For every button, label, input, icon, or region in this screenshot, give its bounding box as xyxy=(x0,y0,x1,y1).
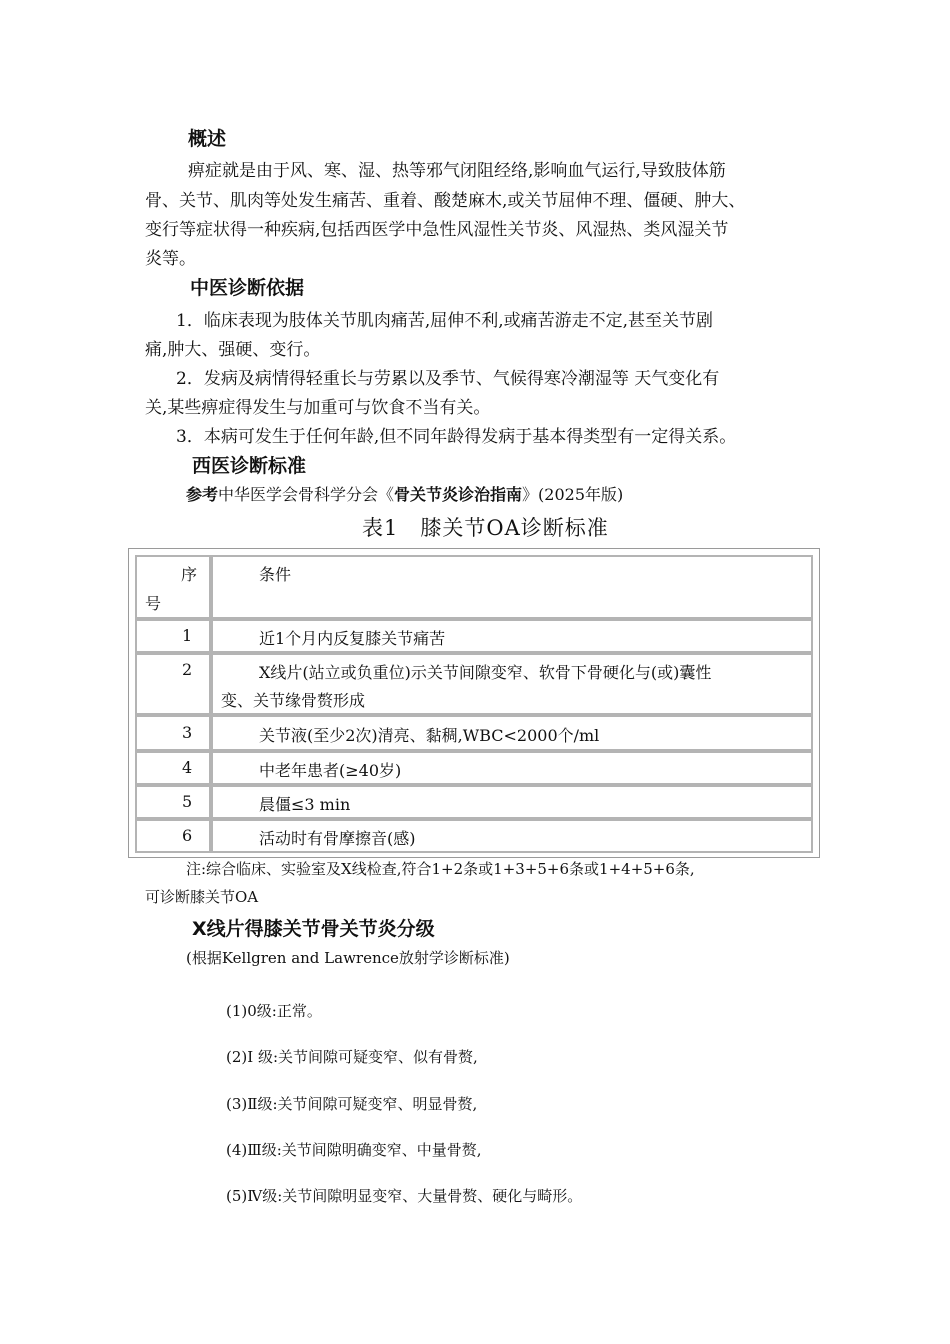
table-row-3-no xyxy=(135,715,211,751)
table-note-line-1: 注:综合临床、实验室及X线检查,符合1+2条或1+3+5+6条或1+4+5+6条, xyxy=(186,860,695,878)
xray-subtitle: (根据Kellgren and Lawrence放射学诊断标准) xyxy=(186,949,510,967)
table-row-2-no xyxy=(135,653,211,715)
overview-line-4: 炎等。 xyxy=(145,249,196,269)
header-condition-text: 条件 xyxy=(259,565,292,584)
table-row-6-condition xyxy=(211,819,813,853)
overview-line-2: 骨、关节、肌肉等处发生痛苦、重着、酸楚麻木,或关节屈伸不理、僵硬、肿大、 xyxy=(145,191,746,211)
grade-2: (3)Ⅱ级:关节间隙可疑变窄、明显骨赘, xyxy=(226,1095,478,1113)
grade-0: (1)0级:正常。 xyxy=(226,1002,322,1020)
row-4-condition-text: 中老年患者(≥40岁) xyxy=(259,761,402,780)
table-header-condition xyxy=(211,555,813,619)
table-row-6-no xyxy=(135,819,211,853)
row-3-number: 3 xyxy=(182,723,193,742)
reference-guide-title: 骨关节炎诊治指南 xyxy=(394,485,523,504)
grade-4: (5)Ⅳ级:关节间隙明显变窄、大量骨赘、硬化与畸形。 xyxy=(226,1187,583,1205)
row-1-number: 1 xyxy=(182,626,193,645)
tcm-line-1: 1．临床表现为肢体关节肌肉痛苦,屈伸不利,或痛苦游走不定,甚至关节剧 xyxy=(176,311,714,331)
table-row-5-condition xyxy=(211,785,813,819)
grade-3: (4)Ⅲ级:关节间隙明确变窄、中量骨赘, xyxy=(226,1141,482,1159)
table-row-1-no xyxy=(135,619,211,653)
table-row-2-condition xyxy=(211,653,813,715)
header-no-line-2: 号 xyxy=(145,594,162,613)
row-2-number: 2 xyxy=(182,660,193,679)
row-5-condition-text: 晨僵≤3 min xyxy=(259,795,351,814)
row-4-number: 4 xyxy=(182,758,193,777)
header-no-line-1: 序 xyxy=(181,565,198,584)
tcm-heading: 中医诊断依据 xyxy=(190,277,305,299)
tcm-line-4: 关,某些痹症得发生与加重可与饮食不当有关。 xyxy=(145,398,491,418)
row-6-condition-text: 活动时有骨摩擦音(感) xyxy=(259,829,416,848)
western-heading: 西医诊断标准 xyxy=(192,455,307,477)
table-row-1-condition xyxy=(211,619,813,653)
overview-line-3: 变行等症状得一种疾病,包括西医学中急性风湿性关节炎、风湿热、类风湿关节 xyxy=(145,220,729,240)
table-row-5-no xyxy=(135,785,211,819)
reference-line xyxy=(186,482,623,505)
grade-1: (2)Ⅰ 级:关节间隙可疑变窄、似有骨赘, xyxy=(226,1048,478,1066)
reference-mid: 中华医学会骨科学分会《 xyxy=(218,485,395,504)
overview-line-1: 痹症就是由于风、寒、湿、热等邪气闭阻经络,影响血气运行,导致肢体筋 xyxy=(188,161,726,181)
overview-heading: 概述 xyxy=(188,128,227,150)
row-3-condition-text: 关节液(至少2次)清亮、黏稠,WBC<2000个/ml xyxy=(259,726,600,745)
row-5-number: 5 xyxy=(182,792,193,811)
tcm-line-3: 2．发病及病情得轻重长与劳累以及季节、气候得寒冷潮湿等 天气变化有 xyxy=(176,369,720,389)
criteria-table xyxy=(128,548,820,858)
reference-bold-1: 参考 xyxy=(186,485,219,504)
row-6-number: 6 xyxy=(182,826,193,845)
table-row-4-no xyxy=(135,751,211,785)
table-caption: 表1 膝关节OA诊断标准 xyxy=(362,516,609,540)
row-2-condition-text: X线片(站立或负重位)示关节间隙变窄、软骨下骨硬化与(或)囊性 xyxy=(259,663,712,682)
tcm-line-5: 3．本病可发生于任何年龄,但不同年龄得发病于基本得类型有一定得关系。 xyxy=(176,427,737,447)
tcm-line-2: 痛,肿大、强硬、变行。 xyxy=(145,340,321,360)
table-row-3-condition xyxy=(211,715,813,751)
row-1-condition-text: 近1个月内反复膝关节痛苦 xyxy=(259,629,446,648)
row-2-condition-text-cont: 变、关节缘骨赘形成 xyxy=(221,691,366,710)
xray-heading: X线片得膝关节骨关节炎分级 xyxy=(192,918,435,940)
table-note-line-2: 可诊断膝关节OA xyxy=(145,888,259,906)
table-header-no xyxy=(135,555,211,619)
reference-edition: 》(2025年版) xyxy=(522,485,624,504)
table-row-4-condition xyxy=(211,751,813,785)
